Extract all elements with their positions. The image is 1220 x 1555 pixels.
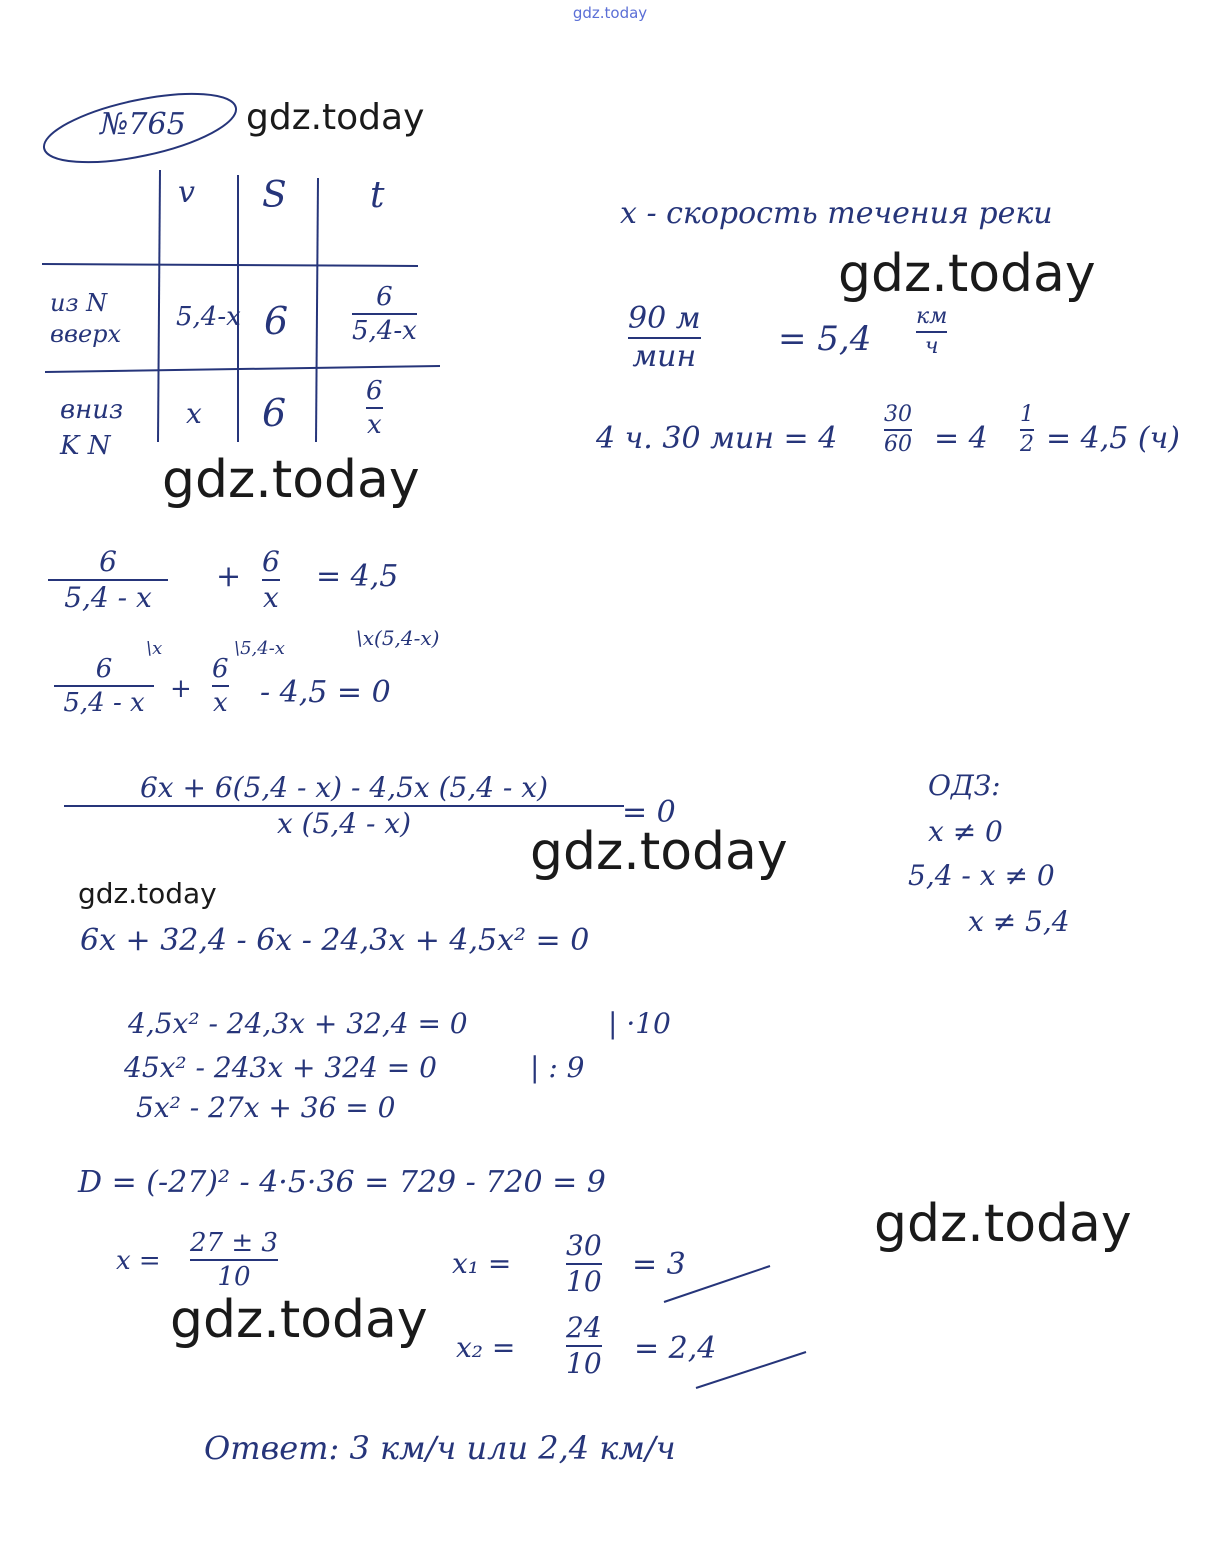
eq3-rhs: = 0 <box>622 795 676 830</box>
table-row1-t-num: 6 <box>376 282 393 312</box>
eq2-rhs: - 4,5 = 0 <box>260 675 391 710</box>
watermark: gdz.today <box>170 1290 428 1350</box>
eq1-fraction-1 <box>48 545 168 614</box>
watermark: gdz.today <box>78 877 217 910</box>
eq2-fraction-1 <box>54 656 154 716</box>
eq2-den1: 5,4 - x <box>63 688 145 718</box>
speed-unit <box>916 306 947 358</box>
time-fraction <box>884 404 912 456</box>
odz-line-1: x ≠ 0 <box>928 815 1003 848</box>
time-f2-den: 2 <box>1020 432 1034 457</box>
watermark: gdz.today <box>246 97 425 138</box>
eq2-den2: x <box>212 688 228 718</box>
table-row2-label: вниз K N <box>60 395 124 462</box>
table-row2-t-den: x <box>366 410 382 440</box>
eq5: 4,5x² - 24,3x + 32,4 = 0 <box>128 1007 468 1040</box>
table-header-t: t <box>370 175 385 216</box>
root-den: 10 <box>217 1262 251 1292</box>
eq3-num: 6x + 6(5,4 - x) - 4,5x (5,4 - x) <box>139 771 549 804</box>
speed-unit-den: ч <box>924 334 939 359</box>
eq1-den2: x <box>263 581 279 614</box>
time-f-num: 30 <box>884 402 912 427</box>
speed-den: мин <box>632 339 697 374</box>
time-lhs: 4 ч. 30 мин = 4 <box>596 421 838 456</box>
eq1-rhs: = 4,5 <box>316 559 399 594</box>
time-mid: = 4 <box>934 421 988 456</box>
odz-line-3: x ≠ 5,4 <box>968 905 1070 938</box>
x2-den: 10 <box>566 1347 602 1380</box>
answer: Ответ: 3 км/ч или 2,4 км/ч <box>204 1429 676 1467</box>
root-lhs: x = <box>116 1246 161 1276</box>
odz-line-2: 5,4 - x ≠ 0 <box>908 859 1055 892</box>
table-row2-t <box>366 378 383 438</box>
eq1-num1: 6 <box>99 545 117 578</box>
speed-fraction <box>628 301 701 374</box>
x2-rhs: = 2,4 <box>634 1331 717 1366</box>
eq2-fraction-2 <box>212 656 229 716</box>
root-num: 27 ± 3 <box>190 1228 278 1258</box>
discriminant: D = (-27)² - 4·5·36 = 729 - 720 = 9 <box>78 1165 606 1200</box>
eq4: 6x + 32,4 - 6x - 24,3x + 4,5x² = 0 <box>80 923 590 958</box>
table-header-s: S <box>262 175 287 216</box>
eq2-mult-1: \x <box>146 638 163 659</box>
eq6: 45x² - 243x + 324 = 0 <box>124 1051 437 1084</box>
eq6-note: | : 9 <box>530 1051 585 1084</box>
eq7: 5x² - 27x + 36 = 0 <box>136 1091 396 1124</box>
x1-fraction <box>566 1229 602 1298</box>
table-row2-t-num: 6 <box>366 376 383 406</box>
x1-num: 30 <box>566 1229 602 1262</box>
table-row1-t <box>352 284 417 344</box>
table-header-v: v <box>178 175 195 210</box>
watermark: gdz.today <box>838 244 1096 304</box>
x1-den: 10 <box>566 1265 602 1298</box>
x2-num: 24 <box>566 1311 602 1344</box>
odz-title: ОДЗ: <box>928 769 1001 802</box>
table-row1-s: 6 <box>264 299 289 343</box>
time-rhs: = 4,5 (ч) <box>1046 421 1180 456</box>
table-row2-s: 6 <box>262 391 287 435</box>
speed-num: 90 м <box>628 301 701 336</box>
variable-definition: x - скорость течения реки <box>620 196 1053 231</box>
table-row1-t-den: 5,4-x <box>352 316 417 346</box>
eq1-fraction-2 <box>262 545 280 614</box>
speed-unit-num: км <box>916 304 948 329</box>
eq5-note: | ·10 <box>608 1007 671 1040</box>
watermark: gdz.today <box>162 450 420 510</box>
watermark: gdz.today <box>874 1194 1132 1254</box>
time-f2-num: 1 <box>1020 402 1034 427</box>
x2-fraction <box>566 1311 602 1380</box>
root-fraction <box>190 1230 278 1290</box>
eq2-plus: + <box>170 674 192 704</box>
x1-lhs: x₁ = <box>452 1247 512 1280</box>
table-row1-label: из N вверх <box>50 289 122 349</box>
x2-lhs: x₂ = <box>456 1331 516 1364</box>
table-row2-v: x <box>186 397 202 430</box>
time-f-den: 60 <box>884 432 912 457</box>
eq2-num2: 6 <box>212 654 229 684</box>
eq3-den: x (5,4 - x) <box>276 807 412 840</box>
watermark: gdz.today <box>530 822 788 882</box>
speed-eq: = 5,4 <box>778 319 872 359</box>
eq1-plus: + <box>216 559 242 594</box>
eq2-mult-2: \5,4-x <box>234 638 285 659</box>
time-fraction-2 <box>1020 404 1034 456</box>
eq1-num2: 6 <box>262 545 280 578</box>
eq1-den1: 5,4 - x <box>64 581 152 614</box>
x1-rhs: = 3 <box>632 1247 686 1282</box>
site-header[interactable]: gdz.today <box>572 4 648 22</box>
eq2-num1: 6 <box>95 654 113 684</box>
problem-number: №765 <box>100 107 186 142</box>
table-row1-v: 5,4-x <box>176 302 241 332</box>
eq2-mult-3: \x(5,4-x) <box>356 626 440 650</box>
